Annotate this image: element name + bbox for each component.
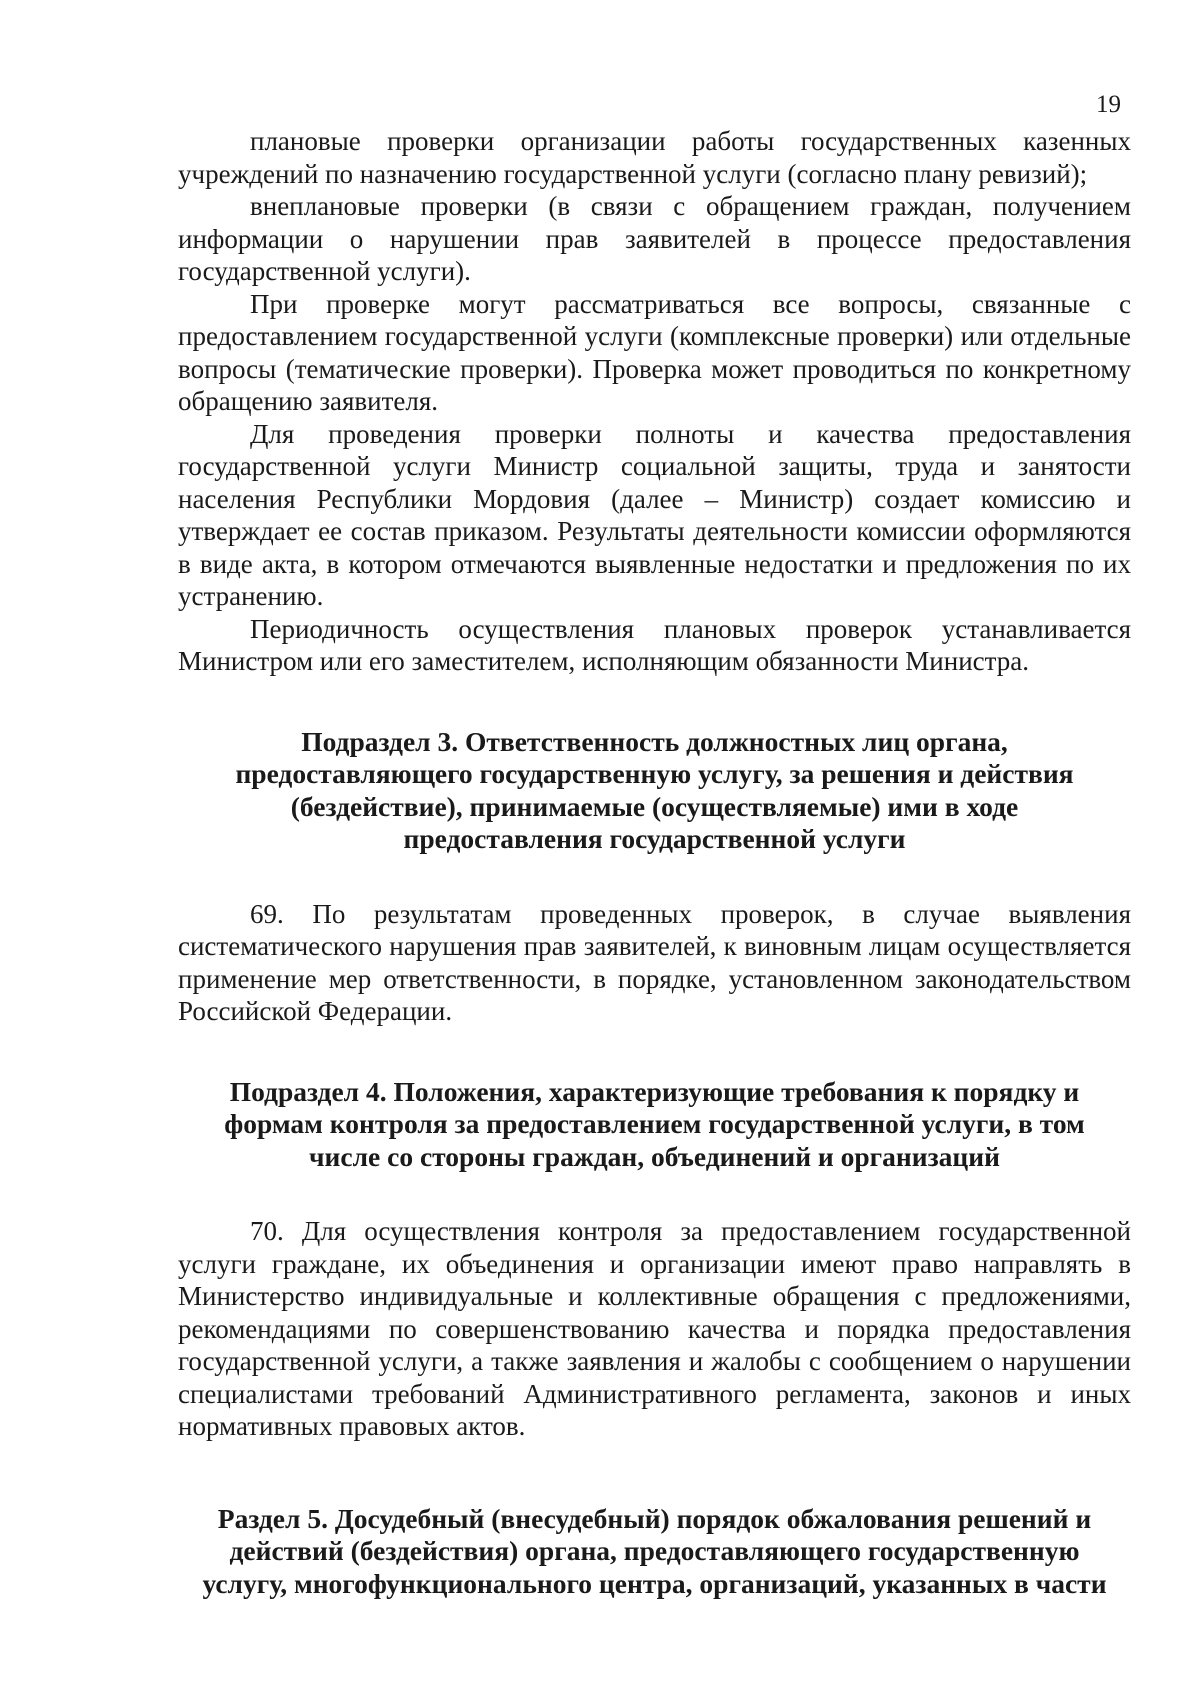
paragraph-planned-inspections: плановые проверки организации работы государственных казенных учреждений по назначению государственной услуги (согласно плану ревизий); xyxy=(178,126,1131,189)
subsection-4-heading xyxy=(178,1076,1131,1174)
paragraph-inspection-scope: При проверке могут рассматриваться все вопросы, связанные с предоставлением государственной услуги (комплексные проверки) или отдельные вопросы (тематические проверки). Проверка может проводиться по конкретному обращению заявителя. xyxy=(178,288,1131,416)
section-5-heading xyxy=(178,1503,1131,1601)
heading-line: предоставления государственной услуги xyxy=(403,823,906,854)
heading-line: Подраздел 3. Ответственность должностных лиц органа, xyxy=(301,725,1008,757)
heading-line: действий (бездействия) органа, предоставляющего государственную xyxy=(229,1535,1080,1566)
heading-line: предоставляющего государственную услугу, за решения и действия xyxy=(235,758,1074,789)
heading-line: услугу, многофункционального центра, организаций, указанных в части xyxy=(202,1567,1107,1599)
paragraph-70: 70. Для осуществления контроля за предоставлением государственной услуги граждане, их объединения и организации имеют право направлять в Министерство индивидуальные и коллективные обращения с предложениями, рекомендациями по совершенствованию качества и порядка предоставления государственной услуги, а также заявления и жалобы с сообщением о нарушении специалистами требований Административного регламента, законов и иных нормативных правовых актов. xyxy=(178,1216,1131,1441)
paragraph-commission: Для проведения проверки полноты и качества предоставления государственной услуги Министр социальной защиты, труда и занятости населения Республики Мордовия (далее – Министр) создает комиссию и утверждает ее состав приказом. Результаты деятельности комиссии оформляются в виде акта, в котором отмечаются выявленные недостатки и предложения по их устранению. xyxy=(178,418,1131,611)
heading-line: Раздел 5. Досудебный (внесудебный) порядок обжалования решений и xyxy=(217,1502,1092,1534)
subsection-3-heading xyxy=(178,726,1131,856)
heading-line: Подраздел 4. Положения, характеризующие требования к порядку и xyxy=(229,1075,1080,1107)
page-number: 19 xyxy=(1096,91,1121,118)
paragraph-periodicity: Периодичность осуществления плановых проверок устанавливается Министром или его заместителем, исполняющим обязанности Министра. xyxy=(178,613,1131,676)
heading-line: формам контроля за предоставлением государственной услуги, в том xyxy=(224,1108,1085,1139)
heading-line: (бездействие), принимаемые (осуществляемые) ими в ходе xyxy=(290,790,1019,822)
document-body xyxy=(178,125,1131,1600)
paragraph-69: 69. По результатам проведенных проверок, в случае выявления систематического нарушения прав заявителей, к виновным лицам осуществляется применение мер ответственности, в порядке, установленном законодательством Российской Федерации. xyxy=(178,898,1131,1026)
heading-line: числе со стороны граждан, объединений и организаций xyxy=(309,1140,1000,1172)
paragraph-unplanned-inspections: внеплановые проверки (в связи с обращением граждан, получением информации о нарушении прав заявителей в процессе предоставления государственной услуги). xyxy=(178,191,1131,286)
